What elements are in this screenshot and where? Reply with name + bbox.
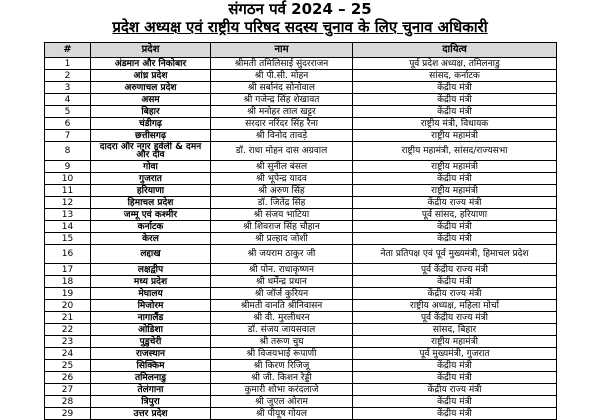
table-row xyxy=(45,300,557,312)
row-responsibility: केंद्रीय राज्य मंत्री xyxy=(353,288,557,300)
row-state: चंडीगढ़ xyxy=(91,118,211,130)
table-row xyxy=(45,288,557,300)
table-row xyxy=(45,264,557,276)
column-header-name: नाम xyxy=(211,43,353,58)
row-number: 22 xyxy=(45,324,91,336)
row-state: तमिलनाडु xyxy=(91,372,211,384)
row-name: श्री संजय भाटिया xyxy=(211,209,353,221)
table-row xyxy=(45,221,557,233)
row-number: 4 xyxy=(45,94,91,106)
row-responsibility: पूर्व सांसद, हरियाणा xyxy=(353,209,557,221)
row-number: 2 xyxy=(45,70,91,82)
row-name: श्री जयराम ठाकुर जी xyxy=(211,245,353,264)
table-row xyxy=(45,384,557,396)
column-header-state: प्रदेश xyxy=(91,43,211,58)
row-name: श्री विनोद तावड़े xyxy=(211,130,353,142)
row-responsibility: राष्ट्रीय महामंत्री, सांसद/राज्यसभा xyxy=(353,142,557,161)
row-name: श्री पीयूष गोयल xyxy=(211,408,353,420)
row-number: 5 xyxy=(45,106,91,118)
table-row xyxy=(45,197,557,209)
document-subtitle: प्रदेश अध्यक्ष एवं राष्ट्रीय परिषद सदस्य चुनाव के लिए चुनाव अधिकारी xyxy=(112,18,488,36)
row-number: 6 xyxy=(45,118,91,130)
row-responsibility: केंद्रीय मंत्री xyxy=(353,106,557,118)
row-state: मिजोरम xyxy=(91,300,211,312)
row-number: 27 xyxy=(45,384,91,396)
row-responsibility: केंद्रीय मंत्री xyxy=(353,94,557,106)
row-state: छत्तीसगढ़ xyxy=(91,130,211,142)
row-name: श्री विजयभाई रूपाणी xyxy=(211,348,353,360)
row-responsibility: राष्ट्रीय मंत्री, विधायक xyxy=(353,118,557,130)
row-number: 9 xyxy=(45,161,91,173)
row-number: 12 xyxy=(45,197,91,209)
row-responsibility: राष्ट्रीय महामंत्री xyxy=(353,161,557,173)
table-row xyxy=(45,106,557,118)
row-name: श्री धर्मेन्द्र प्रधान xyxy=(211,276,353,288)
row-name: श्री सुनील बंसल xyxy=(211,161,353,173)
column-header-responsibility: दायित्व xyxy=(353,43,557,58)
row-number: 26 xyxy=(45,372,91,384)
row-responsibility: पूर्व केंद्रीय राज्य मंत्री xyxy=(353,312,557,324)
row-number: 11 xyxy=(45,185,91,197)
row-responsibility: राष्ट्रीय महामंत्री xyxy=(353,336,557,348)
row-number: 10 xyxy=(45,173,91,185)
table-row xyxy=(45,185,557,197)
row-state: अंडमान और निकोबार xyxy=(91,58,211,70)
table-row xyxy=(45,142,557,161)
row-responsibility: केंद्रीय राज्य मंत्री xyxy=(353,197,557,209)
row-state: पुडुचेरी xyxy=(91,336,211,348)
row-number: 24 xyxy=(45,348,91,360)
row-state: केरल xyxy=(91,233,211,245)
row-responsibility: पूर्व प्रदेश अध्यक्ष, तमिलनाडु xyxy=(353,58,557,70)
row-number: 15 xyxy=(45,233,91,245)
row-state: कर्नाटक xyxy=(91,221,211,233)
table-row xyxy=(45,209,557,221)
table-row xyxy=(45,173,557,185)
table-row xyxy=(45,70,557,82)
row-name: श्री शिवराज सिंह चौहान xyxy=(211,221,353,233)
row-name: श्री तरूण चुघ xyxy=(211,336,353,348)
row-state: बिहार xyxy=(91,106,211,118)
row-state: लक्षद्वीप xyxy=(91,264,211,276)
table-row xyxy=(45,82,557,94)
row-responsibility: राष्ट्रीय महामंत्री xyxy=(353,130,557,142)
row-responsibility: केंद्रीय मंत्री xyxy=(353,372,557,384)
row-responsibility: केंद्रीय मंत्री xyxy=(353,396,557,408)
row-responsibility: पूर्व मुख्यमंत्री, गुजरात xyxy=(353,348,557,360)
row-name: श्री भूपेन्द्र यादव xyxy=(211,173,353,185)
table-row xyxy=(45,372,557,384)
row-name: श्री गजेन्द्र सिंह शेखावत xyxy=(211,94,353,106)
table-row xyxy=(45,360,557,372)
row-responsibility: सांसद, बिहार xyxy=(353,324,557,336)
row-name: श्री जी. किशन रेड्डी xyxy=(211,372,353,384)
row-state: हिमाचल प्रदेश xyxy=(91,197,211,209)
row-responsibility: सांसद, कर्नाटक xyxy=(353,70,557,82)
row-name: श्री किरण रिजिजू xyxy=(211,360,353,372)
row-state: सिक्किम xyxy=(91,360,211,372)
row-number: 13 xyxy=(45,209,91,221)
row-state: मध्य प्रदेश xyxy=(91,276,211,288)
row-name: श्रीमती तमिलिसाई सुंदरराजन xyxy=(211,58,353,70)
row-name: श्री जुएल ओराम xyxy=(211,396,353,408)
row-state: तेलंगाना xyxy=(91,384,211,396)
row-state: उत्तर प्रदेश xyxy=(91,408,211,420)
row-state: हरियाणा xyxy=(91,185,211,197)
table-row xyxy=(45,312,557,324)
row-state: त्रिपुरा xyxy=(91,396,211,408)
row-name: श्री जॉर्ज कुरियन xyxy=(211,288,353,300)
row-name: डॉ. राधा मोहन दास अग्रवाल xyxy=(211,142,353,161)
row-responsibility: केंद्रीय मंत्री xyxy=(353,173,557,185)
row-number: 29 xyxy=(45,408,91,420)
table-row xyxy=(45,233,557,245)
row-number: 8 xyxy=(45,142,91,161)
row-name: श्री प्रल्हाद जोशी xyxy=(211,233,353,245)
table-row xyxy=(45,94,557,106)
row-number: 19 xyxy=(45,288,91,300)
row-name: श्रीमती वानति श्रीनिवासन xyxy=(211,300,353,312)
row-responsibility: केंद्रीय राज्य मंत्री xyxy=(353,384,557,396)
table-row xyxy=(45,324,557,336)
row-number: 14 xyxy=(45,221,91,233)
table-row xyxy=(45,130,557,142)
table-row xyxy=(45,408,557,420)
row-number: 1 xyxy=(45,58,91,70)
row-responsibility: केंद्रीय मंत्री xyxy=(353,276,557,288)
row-responsibility: राष्ट्रीय अध्यक्ष, महिला मोर्चा xyxy=(353,300,557,312)
row-name: श्री पी.सी. मोहन xyxy=(211,70,353,82)
row-state: राजस्थान xyxy=(91,348,211,360)
table-header-row xyxy=(45,43,557,58)
row-state: मेघालय xyxy=(91,288,211,300)
row-responsibility: केंद्रीय मंत्री xyxy=(353,221,557,233)
row-name: डॉ. संजय जायसवाल xyxy=(211,324,353,336)
document-title: संगठन पर्व 2024 – 25 xyxy=(228,0,372,18)
row-state: आंध्र प्रदेश xyxy=(91,70,211,82)
row-responsibility: पूर्व केंद्रीय राज्य मंत्री xyxy=(353,264,557,276)
row-number: 21 xyxy=(45,312,91,324)
row-number: 18 xyxy=(45,276,91,288)
row-number: 23 xyxy=(45,336,91,348)
row-number: 20 xyxy=(45,300,91,312)
row-name: श्री पोन. राधाकृष्णन xyxy=(211,264,353,276)
row-name: सरदार नरिंदर सिंह रैना xyxy=(211,118,353,130)
row-name: श्री अरुण सिंह xyxy=(211,185,353,197)
row-state: लद्दाख xyxy=(91,245,211,264)
row-name: श्री वी. मुरलीधरन xyxy=(211,312,353,324)
row-state: अरुणाचल प्रदेश xyxy=(91,82,211,94)
row-state: गुजरात xyxy=(91,173,211,185)
row-number: 3 xyxy=(45,82,91,94)
table-row xyxy=(45,161,557,173)
row-state: असम xyxy=(91,94,211,106)
row-number: 17 xyxy=(45,264,91,276)
row-number: 16 xyxy=(45,245,91,264)
row-responsibility: केंद्रीय मंत्री xyxy=(353,360,557,372)
row-responsibility: राष्ट्रीय महामंत्री xyxy=(353,185,557,197)
table-row xyxy=(45,276,557,288)
row-state: ओडिशा xyxy=(91,324,211,336)
row-state: गोवा xyxy=(91,161,211,173)
column-header-number: # xyxy=(45,43,91,58)
row-name: कुमारी शोभा करंदलाजे xyxy=(211,384,353,396)
table-row xyxy=(45,396,557,408)
row-state: दादरा और नगर हवेली & दमन और दीव xyxy=(91,142,211,161)
table-row xyxy=(45,118,557,130)
row-responsibility: नेता प्रतिपक्ष एवं पूर्व मुख्यमंत्री, हिमाचल प्रदेश xyxy=(353,245,557,264)
row-number: 25 xyxy=(45,360,91,372)
table-row xyxy=(45,58,557,70)
table-row xyxy=(45,245,557,264)
row-responsibility: केंद्रीय मंत्री xyxy=(353,82,557,94)
table-row xyxy=(45,336,557,348)
row-name: श्री मनोहर लाल खट्टर xyxy=(211,106,353,118)
row-name: डॉ. जितेंद्र सिंह xyxy=(211,197,353,209)
table-row xyxy=(45,348,557,360)
row-responsibility: केंद्रीय मंत्री xyxy=(353,233,557,245)
row-responsibility: केंद्रीय मंत्री xyxy=(353,408,557,420)
row-state: जम्मू एवं कश्मीर xyxy=(91,209,211,221)
row-name: श्री सर्बानंद सोनोवाल xyxy=(211,82,353,94)
row-number: 7 xyxy=(45,130,91,142)
election-officers-table xyxy=(44,42,557,420)
row-state: नागालैंड xyxy=(91,312,211,324)
row-number: 28 xyxy=(45,396,91,408)
